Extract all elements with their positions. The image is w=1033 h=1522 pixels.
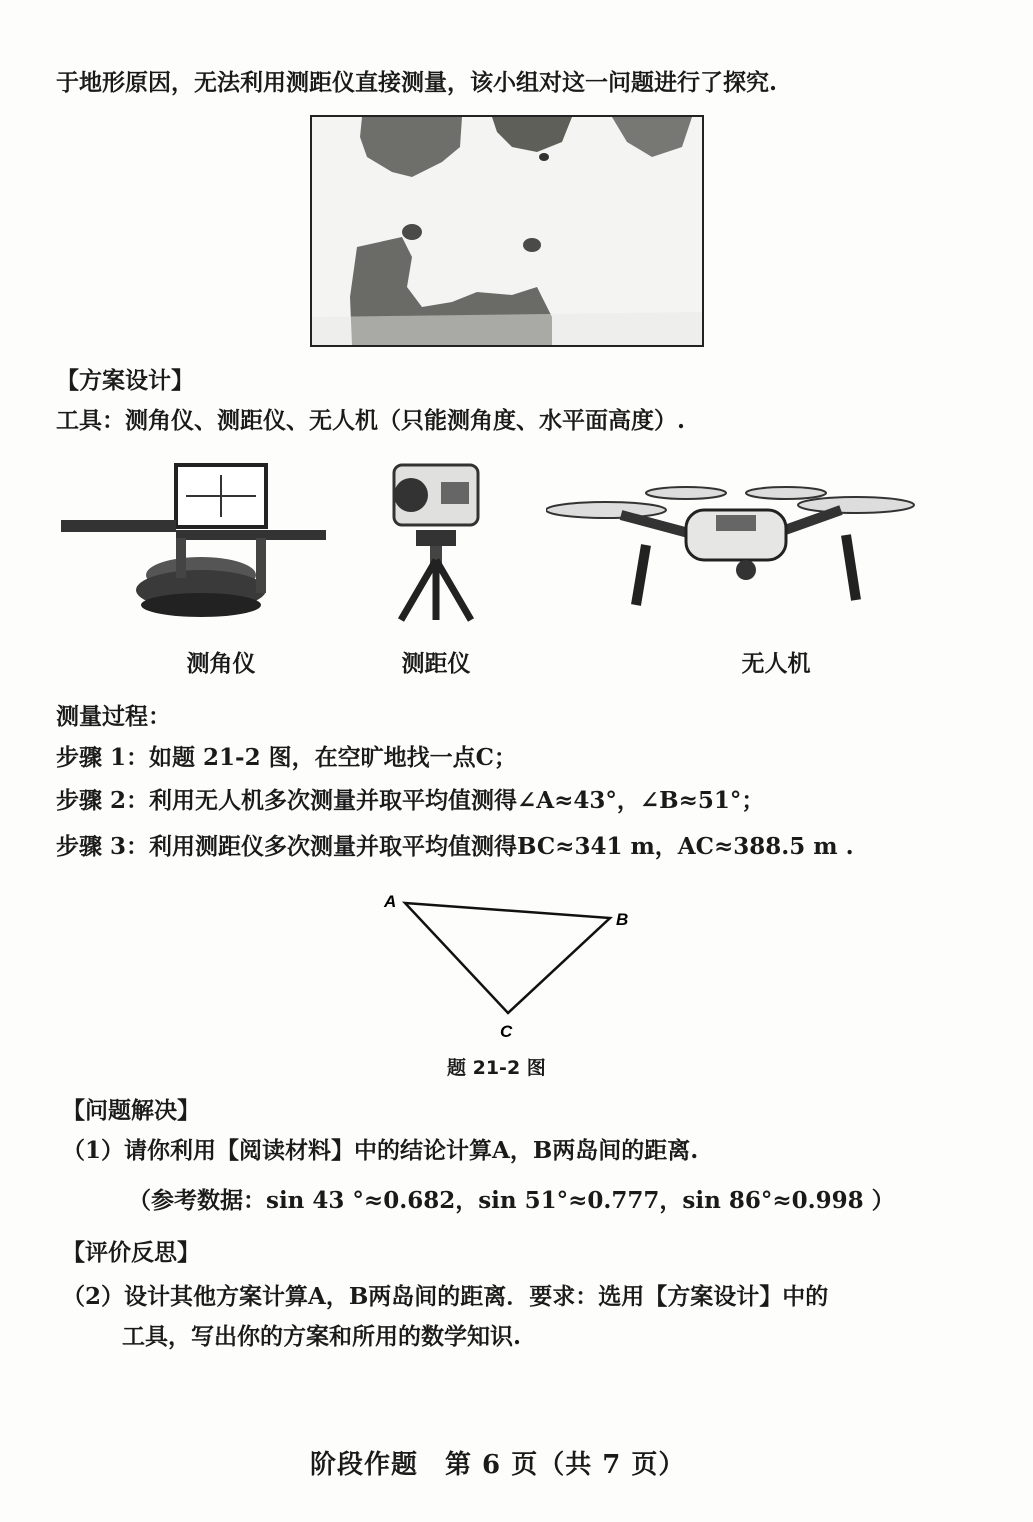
vertex-label-a: A	[384, 892, 397, 911]
section-solve-heading: 【问题解决】	[62, 1097, 200, 1124]
step-2: 步骤 2：利用无人机多次测量并取平均值测得∠A≈43°，∠B≈51°；	[56, 787, 765, 814]
vertex-label-c: C	[500, 1022, 513, 1041]
island-photo	[310, 115, 704, 347]
tool-label-goniometer: 测角仪	[186, 650, 256, 677]
triangle-diagram	[370, 885, 650, 1045]
rangefinder-icon	[386, 460, 486, 625]
tool-label-rangefinder: 测距仪	[401, 650, 471, 677]
question-2-line-1: （2）设计其他方案计算A，B两岛间的距离．要求：选用【方案设计】中的	[62, 1283, 829, 1310]
section-reflect-heading: 【评价反思】	[62, 1239, 200, 1266]
question-1-reference: （参考数据：sin 43 °≈0.682，sin 51°≈0.777，sin 86°≈0.998 ）	[128, 1187, 895, 1214]
tool-label-drone: 无人机	[741, 650, 811, 677]
step-1: 步骤 1：如题 21-2 图，在空旷地找一点C；	[56, 744, 517, 771]
diagram-caption: 题 21-2 图	[447, 1057, 546, 1079]
tools-figure	[56, 455, 936, 685]
question-1: （1）请你利用【阅读材料】中的结论计算A，B两岛间的距离.	[62, 1137, 699, 1164]
question-2-line-2: 工具，写出你的方案和所用的数学知识.	[122, 1323, 522, 1350]
process-title: 测量过程：	[56, 703, 171, 730]
goniometer-icon	[56, 460, 331, 620]
vertex-label-b: B	[616, 910, 629, 929]
page-footer: 阶段作题 第 6 页（共 7 页）	[310, 1450, 686, 1480]
section-design-heading: 【方案设计】	[56, 367, 194, 394]
drone-icon	[546, 475, 916, 625]
step-3: 步骤 3：利用测距仪多次测量并取平均值测得BC≈341 m，AC≈388.5 m .	[56, 833, 854, 860]
intro-text: 于地形原因，无法利用测距仪直接测量，该小组对这一问题进行了探究.	[56, 69, 778, 96]
tools-text: 工具：测角仪、测距仪、无人机（只能测角度、水平面高度）.	[56, 407, 686, 434]
